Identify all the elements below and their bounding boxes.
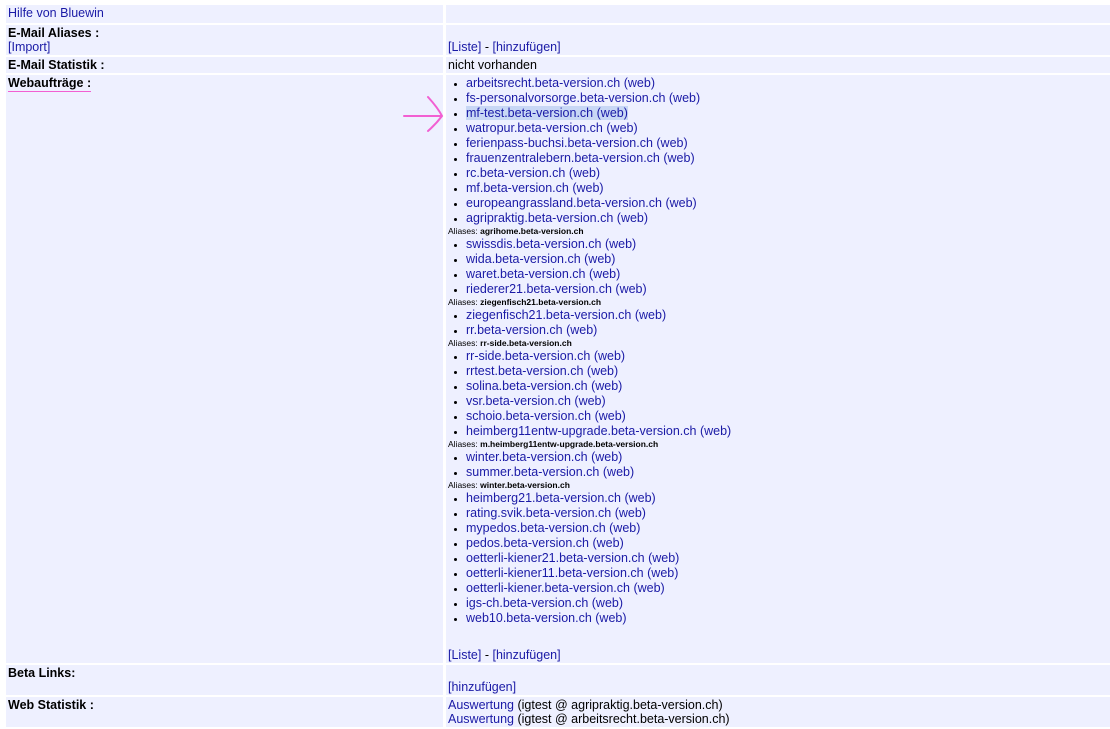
help-cell-right <box>446 5 1110 23</box>
webauftrag-item <box>466 506 1108 521</box>
webauftraege-label-cell <box>6 75 443 663</box>
web-link[interactable]: (web) <box>586 364 619 378</box>
webauftrag-domain-link[interactable]: watropur.beta-version.ch <box>466 121 603 135</box>
webauftrag-domain-link[interactable]: oetterli-kiener11.beta-version.ch <box>466 566 644 580</box>
alias-prefix: Aliases: <box>448 297 478 307</box>
webauftrag-domain-link[interactable]: frauenzentralebern.beta-version.ch <box>466 151 660 165</box>
email-stats-label: E-Mail Statistik : <box>8 58 105 72</box>
web-link[interactable]: (web) <box>602 465 635 479</box>
alias-domain: winter.beta-version.ch <box>480 480 570 490</box>
web-stats-detail: (igtest @ arbeitsrecht.beta-version.ch) <box>514 712 730 726</box>
web-link[interactable]: (web) <box>609 521 641 535</box>
alias-line <box>448 439 1108 450</box>
web-link[interactable]: (web) <box>596 106 628 120</box>
alias-domain: rr-side.beta-version.ch <box>480 338 572 348</box>
alias-domain: ziegenfisch21.beta-version.ch <box>480 297 602 307</box>
webauftrag-domain-link[interactable]: swissdis.beta-version.ch <box>466 237 602 251</box>
web-link[interactable]: (web) <box>648 551 680 565</box>
webauftrag-item <box>466 349 1108 364</box>
email-aliases-row <box>6 25 1110 55</box>
webauftrag-item <box>466 237 1108 252</box>
webauftrag-domain-link[interactable]: oetterli-kiener.beta-version.ch <box>466 581 630 595</box>
separator: - <box>481 40 493 54</box>
alias-prefix: Aliases: <box>448 439 478 449</box>
webauftrag-item <box>466 136 1108 151</box>
webauftrag-domain-link[interactable]: ferienpass-buchsi.beta-version.ch <box>466 136 653 150</box>
web-link[interactable]: (web) <box>633 581 665 595</box>
webauftrag-item <box>466 424 1108 439</box>
webauftrag-item <box>466 536 1108 551</box>
web-link[interactable]: (web) <box>604 237 637 251</box>
alias-line <box>448 338 1108 349</box>
webauftrag-domain-link[interactable]: summer.beta-version.ch <box>466 465 600 479</box>
web-stats-detail: (igtest @ agripraktig.beta-version.ch) <box>514 698 723 712</box>
alias-line <box>448 480 1108 491</box>
webauftrag-item <box>466 282 1108 297</box>
web-link[interactable]: (web) <box>663 151 695 165</box>
webauftrag-item <box>466 252 1108 267</box>
beta-links-row <box>6 665 1110 695</box>
email-stats-value-cell <box>446 57 1110 73</box>
webauftrag-domain-link[interactable]: rr-side.beta-version.ch <box>466 349 591 363</box>
web-link[interactable]: (web) <box>584 252 616 266</box>
webauftrag-item <box>466 491 1108 506</box>
web-link[interactable]: (web) <box>591 379 623 393</box>
webauftrag-item <box>466 581 1108 596</box>
web-link[interactable]: (web) <box>572 181 604 195</box>
alias-domain: m.heimberg11entw-upgrade.beta-version.ch <box>480 439 659 449</box>
webauftrag-item <box>466 181 1108 196</box>
webauftrag-item <box>466 521 1108 536</box>
webauftrag-domain-link[interactable]: winter.beta-version.ch <box>466 450 588 464</box>
webauftrag-item <box>466 394 1108 409</box>
web-link[interactable]: (web) <box>699 424 732 438</box>
email-aliases-list-link[interactable]: [Liste] <box>448 40 482 54</box>
webauftrag-item <box>466 121 1108 136</box>
email-aliases-actions-cell <box>446 25 1110 55</box>
webauftrag-item <box>466 465 1108 480</box>
webauftrag-item <box>466 308 1108 323</box>
help-row <box>6 5 1110 23</box>
webauftraege-row <box>6 75 1110 663</box>
webauftraege-add-link[interactable]: [hinzufügen] <box>492 648 561 662</box>
email-stats-value: nicht vorhanden <box>448 58 537 72</box>
web-link[interactable]: (web) <box>591 596 624 610</box>
auswertung-link[interactable]: Auswertung <box>448 698 515 712</box>
web-stats-entry <box>448 712 1108 726</box>
webauftrag-domain-link[interactable]: agripraktig.beta-version.ch <box>466 211 614 225</box>
web-link[interactable]: (web) <box>656 136 688 150</box>
webauftrag-item <box>466 379 1108 394</box>
webauftrag-item <box>466 106 1108 121</box>
account-table <box>6 5 1110 729</box>
webauftrag-domain-link[interactable]: solina.beta-version.ch <box>466 379 588 393</box>
webauftrag-domain-link[interactable]: mf.beta-version.ch <box>466 181 569 195</box>
webauftrag-domain-link[interactable]: rating.svik.beta-version.ch <box>466 506 612 520</box>
web-link[interactable]: (web) <box>574 394 606 408</box>
web-stats-row <box>6 697 1110 727</box>
web-link[interactable]: (web) <box>595 611 627 625</box>
webauftrag-domain-link[interactable]: oetterli-kiener21.beta-version.ch <box>466 551 645 565</box>
webauftrag-item <box>466 596 1108 611</box>
webauftrag-domain-link[interactable]: rrtest.beta-version.ch <box>466 364 584 378</box>
web-stats-label-cell <box>6 697 443 727</box>
webauftrag-domain-link[interactable]: wida.beta-version.ch <box>466 252 581 266</box>
webauftrag-domain-link[interactable]: rc.beta-version.ch <box>466 166 566 180</box>
web-stats-label: Web Statistik : <box>8 698 94 712</box>
web-link[interactable]: (web) <box>592 536 624 550</box>
webauftraege-list <box>448 76 1108 626</box>
webauftrag-domain-link[interactable]: web10.beta-version.ch <box>466 611 592 625</box>
webauftraege-list-link[interactable]: [Liste] <box>448 648 482 662</box>
web-link[interactable]: (web) <box>589 267 621 281</box>
webauftrag-domain-link[interactable]: schoio.beta-version.ch <box>466 409 592 423</box>
webauftrag-domain-link[interactable]: mypedos.beta-version.ch <box>466 521 606 535</box>
webauftrag-item <box>466 76 1108 91</box>
email-stats-row <box>6 57 1110 73</box>
email-aliases-label-cell <box>6 25 443 55</box>
alias-prefix: Aliases: <box>448 480 478 490</box>
webauftrag-domain-link[interactable]: mf-test.beta-version.ch <box>466 106 594 120</box>
web-link[interactable]: (web) <box>591 450 623 464</box>
webauftrag-item <box>466 196 1108 211</box>
webauftrag-item <box>466 267 1108 282</box>
webauftrag-domain-link[interactable]: arbeitsrecht.beta-version.ch <box>466 76 621 90</box>
web-link[interactable]: (web) <box>566 323 598 337</box>
web-link[interactable]: (web) <box>615 282 647 296</box>
webauftrag-domain-link[interactable]: rr.beta-version.ch <box>466 323 563 337</box>
auswertung-link[interactable]: Auswertung <box>448 712 515 726</box>
email-aliases-label: E-Mail Aliases : <box>8 26 100 40</box>
webauftrag-item <box>466 151 1108 166</box>
alias-prefix: Aliases: <box>448 338 478 348</box>
webauftrag-domain-link[interactable]: heimberg11entw-upgrade.beta-version.ch <box>466 424 697 438</box>
webauftraege-label: Webaufträge : <box>8 76 92 90</box>
web-stats-entry <box>448 698 1108 712</box>
web-link[interactable]: (web) <box>594 409 626 423</box>
email-stats-label-cell <box>6 57 443 73</box>
beta-links-add-link[interactable]: [hinzufügen] <box>448 680 517 694</box>
alias-line <box>448 297 1108 308</box>
webauftrag-domain-link[interactable]: fs-personalvorsorge.beta-version.ch <box>466 91 666 105</box>
email-aliases-add-link[interactable]: [hinzufügen] <box>492 40 561 54</box>
web-link[interactable]: (web) <box>614 506 646 520</box>
web-link[interactable]: (web) <box>634 308 667 322</box>
webauftrag-item <box>466 211 1108 226</box>
separator: - <box>481 648 493 662</box>
web-link[interactable]: (web) <box>616 211 649 225</box>
webauftrag-item <box>466 364 1108 379</box>
webauftrag-item <box>466 166 1108 181</box>
help-link[interactable]: Hilfe von Bluewin <box>8 6 104 20</box>
webauftraege-list-cell <box>446 75 1110 663</box>
webauftrag-domain-link[interactable]: europeangrassland.beta-version.ch <box>466 196 662 210</box>
beta-links-label-cell <box>6 665 443 695</box>
web-link[interactable]: (web) <box>647 566 679 580</box>
import-link[interactable]: [Import] <box>8 40 51 54</box>
web-link[interactable]: (web) <box>568 166 601 180</box>
web-link[interactable]: (web) <box>593 349 626 363</box>
beta-links-label: Beta Links: <box>8 666 76 680</box>
alias-domain: agrihome.beta-version.ch <box>480 226 584 236</box>
webauftrag-domain-link[interactable]: igs-ch.beta-version.ch <box>466 596 589 610</box>
webauftrag-domain-link[interactable]: pedos.beta-version.ch <box>466 536 589 550</box>
webauftrag-domain-link[interactable]: vsr.beta-version.ch <box>466 394 571 408</box>
webauftrag-item <box>466 323 1108 338</box>
web-link[interactable]: (web) <box>623 76 655 90</box>
webauftrag-item <box>466 450 1108 465</box>
web-stats-entries-cell <box>446 697 1110 727</box>
web-link[interactable]: (web) <box>668 91 701 105</box>
webauftrag-item <box>466 409 1108 424</box>
web-link[interactable]: (web) <box>665 196 697 210</box>
webauftrag-item <box>466 91 1108 106</box>
help-cell <box>6 5 443 23</box>
webauftrag-item <box>466 566 1108 581</box>
webauftrag-item <box>466 611 1108 626</box>
beta-links-actions-cell <box>446 665 1110 695</box>
web-link[interactable]: (web) <box>606 121 638 135</box>
webauftrag-item <box>466 551 1108 566</box>
webauftrag-domain-link[interactable]: heimberg21.beta-version.ch <box>466 491 621 505</box>
webauftrag-domain-link[interactable]: waret.beta-version.ch <box>466 267 586 281</box>
webauftrag-domain-link[interactable]: riederer21.beta-version.ch <box>466 282 612 296</box>
web-link[interactable]: (web) <box>624 491 656 505</box>
alias-prefix: Aliases: <box>448 226 478 236</box>
alias-line <box>448 226 1108 237</box>
webauftrag-domain-link[interactable]: ziegenfisch21.beta-version.ch <box>466 308 632 322</box>
